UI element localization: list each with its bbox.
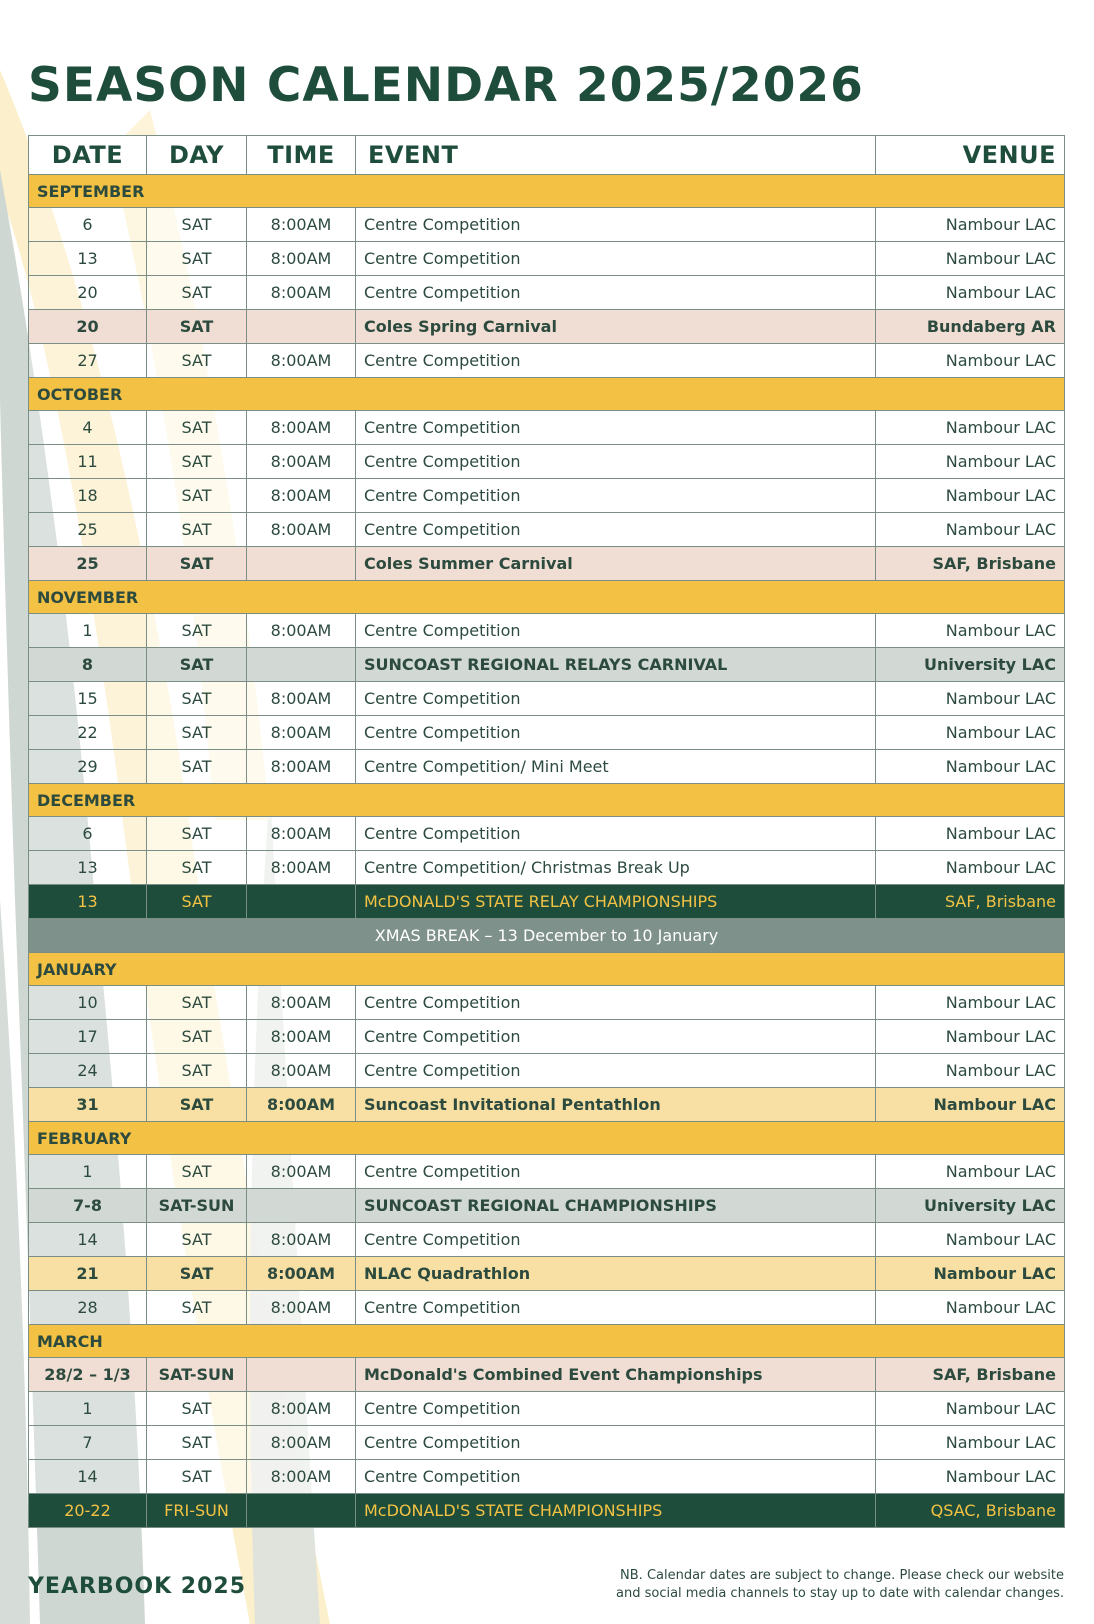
event-row [29, 344, 1065, 378]
day-cell: SAT [147, 986, 247, 1020]
event-row [29, 851, 1065, 885]
day-cell: SAT [147, 648, 247, 682]
event-cell: Centre Competition [356, 513, 876, 547]
month-header-row [29, 1325, 1065, 1358]
day-cell: SAT [147, 750, 247, 784]
day-cell: SAT [147, 547, 247, 581]
time-cell: 8:00AM [247, 817, 356, 851]
day-cell: SAT [147, 310, 247, 344]
time-cell: 8:00AM [247, 1020, 356, 1054]
time-cell [247, 885, 356, 919]
time-cell: 8:00AM [247, 716, 356, 750]
time-cell: 8:00AM [247, 1223, 356, 1257]
event-row [29, 1494, 1065, 1528]
day-cell: SAT [147, 1426, 247, 1460]
event-cell: SUNCOAST REGIONAL RELAYS CARNIVAL [356, 648, 876, 682]
date-column-header: DATE [29, 136, 147, 175]
venue-cell: SAF, Brisbane [876, 547, 1065, 581]
event-cell: Centre Competition [356, 445, 876, 479]
date-cell: 6 [29, 208, 147, 242]
event-row [29, 1155, 1065, 1189]
venue-cell: University LAC [876, 648, 1065, 682]
venue-cell: Nambour LAC [876, 1088, 1065, 1122]
venue-cell: Nambour LAC [876, 614, 1065, 648]
date-cell: 15 [29, 682, 147, 716]
month-label: OCTOBER [29, 378, 1065, 411]
date-cell: 28/2 – 1/3 [29, 1358, 147, 1392]
day-cell: SAT [147, 1392, 247, 1426]
day-cell: SAT [147, 1020, 247, 1054]
event-row [29, 682, 1065, 716]
event-row [29, 479, 1065, 513]
event-cell: Centre Competition [356, 986, 876, 1020]
yearbook-label: YEARBOOK 2025 [28, 1574, 247, 1599]
date-cell: 20 [29, 310, 147, 344]
day-cell: SAT [147, 1223, 247, 1257]
day-cell: SAT-SUN [147, 1358, 247, 1392]
xmas-break-row [29, 919, 1065, 953]
event-cell: Centre Competition [356, 242, 876, 276]
time-cell: 8:00AM [247, 445, 356, 479]
day-cell: SAT [147, 716, 247, 750]
date-cell: 29 [29, 750, 147, 784]
day-cell: SAT [147, 479, 247, 513]
event-cell: Centre Competition [356, 682, 876, 716]
event-row [29, 1392, 1065, 1426]
time-cell: 8:00AM [247, 682, 356, 716]
event-cell: Centre Competition [356, 1291, 876, 1325]
month-label: MARCH [29, 1325, 1065, 1358]
venue-cell: Nambour LAC [876, 479, 1065, 513]
venue-column-header: VENUE [876, 136, 1065, 175]
day-cell: SAT [147, 1155, 247, 1189]
venue-cell: Nambour LAC [876, 1257, 1065, 1291]
event-row [29, 1358, 1065, 1392]
venue-cell: Nambour LAC [876, 1392, 1065, 1426]
day-cell: SAT [147, 445, 247, 479]
disclaimer-line: and social media channels to stay up to date with calendar changes. [616, 1586, 1064, 1601]
event-row [29, 1291, 1065, 1325]
month-label: JANUARY [29, 953, 1065, 986]
date-cell: 1 [29, 1392, 147, 1426]
time-cell: 8:00AM [247, 1291, 356, 1325]
time-cell [247, 547, 356, 581]
calendar-body [29, 175, 1065, 1528]
time-cell: 8:00AM [247, 1392, 356, 1426]
time-column-header: TIME [247, 136, 356, 175]
venue-cell: Nambour LAC [876, 817, 1065, 851]
month-header-row [29, 175, 1065, 208]
venue-cell: Nambour LAC [876, 242, 1065, 276]
day-cell: SAT [147, 1088, 247, 1122]
event-row [29, 817, 1065, 851]
venue-cell: Nambour LAC [876, 716, 1065, 750]
venue-cell: Bundaberg AR [876, 310, 1065, 344]
event-row [29, 1460, 1065, 1494]
time-cell: 8:00AM [247, 411, 356, 445]
venue-cell: Nambour LAC [876, 344, 1065, 378]
event-row [29, 242, 1065, 276]
event-cell: McDonald's Combined Event Championships [356, 1358, 876, 1392]
event-row [29, 411, 1065, 445]
time-cell [247, 648, 356, 682]
event-cell: McDONALD'S STATE RELAY CHAMPIONSHIPS [356, 885, 876, 919]
event-row [29, 648, 1065, 682]
date-cell: 7 [29, 1426, 147, 1460]
month-label: NOVEMBER [29, 581, 1065, 614]
venue-cell: Nambour LAC [876, 1426, 1065, 1460]
day-cell: SAT [147, 885, 247, 919]
time-cell: 8:00AM [247, 1460, 356, 1494]
event-cell: Centre Competition [356, 1392, 876, 1426]
event-cell: Coles Summer Carnival [356, 547, 876, 581]
venue-cell: Nambour LAC [876, 1460, 1065, 1494]
venue-cell: Nambour LAC [876, 1291, 1065, 1325]
time-cell: 8:00AM [247, 242, 356, 276]
event-cell: Centre Competition [356, 1155, 876, 1189]
date-cell: 11 [29, 445, 147, 479]
event-cell: Centre Competition [356, 411, 876, 445]
day-cell: SAT [147, 513, 247, 547]
time-cell [247, 1494, 356, 1528]
date-cell: 13 [29, 885, 147, 919]
event-cell: Coles Spring Carnival [356, 310, 876, 344]
venue-cell: Nambour LAC [876, 750, 1065, 784]
venue-cell: University LAC [876, 1189, 1065, 1223]
venue-cell: Nambour LAC [876, 445, 1065, 479]
day-cell: SAT [147, 614, 247, 648]
day-cell: SAT [147, 1257, 247, 1291]
venue-cell: Nambour LAC [876, 986, 1065, 1020]
event-cell: Centre Competition [356, 276, 876, 310]
date-cell: 25 [29, 547, 147, 581]
event-row [29, 276, 1065, 310]
event-row [29, 1257, 1065, 1291]
venue-cell: Nambour LAC [876, 851, 1065, 885]
date-cell: 7-8 [29, 1189, 147, 1223]
month-header-row [29, 1122, 1065, 1155]
month-header-row [29, 953, 1065, 986]
venue-cell: Nambour LAC [876, 208, 1065, 242]
day-cell: SAT [147, 817, 247, 851]
venue-cell: SAF, Brisbane [876, 885, 1065, 919]
event-column-header: EVENT [356, 136, 876, 175]
month-header-row [29, 378, 1065, 411]
time-cell: 8:00AM [247, 208, 356, 242]
date-cell: 10 [29, 986, 147, 1020]
event-cell: Centre Competition/ Christmas Break Up [356, 851, 876, 885]
time-cell: 8:00AM [247, 986, 356, 1020]
date-cell: 31 [29, 1088, 147, 1122]
day-cell: SAT [147, 1054, 247, 1088]
time-cell: 8:00AM [247, 750, 356, 784]
event-cell: NLAC Quadrathlon [356, 1257, 876, 1291]
event-cell: Centre Competition [356, 614, 876, 648]
event-row [29, 1223, 1065, 1257]
event-cell: Centre Competition [356, 716, 876, 750]
date-cell: 18 [29, 479, 147, 513]
month-header-row [29, 784, 1065, 817]
time-cell: 8:00AM [247, 1426, 356, 1460]
date-cell: 6 [29, 817, 147, 851]
date-cell: 14 [29, 1223, 147, 1257]
event-row [29, 1054, 1065, 1088]
event-row [29, 1088, 1065, 1122]
day-column-header: DAY [147, 136, 247, 175]
date-cell: 21 [29, 1257, 147, 1291]
day-cell: SAT [147, 1291, 247, 1325]
event-row [29, 310, 1065, 344]
disclaimer-note [584, 1567, 1064, 1603]
time-cell: 8:00AM [247, 344, 356, 378]
event-cell: Centre Competition [356, 208, 876, 242]
event-cell: Centre Competition [356, 1223, 876, 1257]
event-row [29, 716, 1065, 750]
event-cell: Centre Competition/ Mini Meet [356, 750, 876, 784]
month-label: FEBRUARY [29, 1122, 1065, 1155]
day-cell: SAT [147, 682, 247, 716]
month-label: DECEMBER [29, 784, 1065, 817]
event-row [29, 1189, 1065, 1223]
date-cell: 8 [29, 648, 147, 682]
time-cell: 8:00AM [247, 1257, 356, 1291]
event-cell: Centre Competition [356, 479, 876, 513]
event-cell: Suncoast Invitational Pentathlon [356, 1088, 876, 1122]
venue-cell: Nambour LAC [876, 513, 1065, 547]
day-cell: SAT [147, 411, 247, 445]
date-cell: 22 [29, 716, 147, 750]
venue-cell: Nambour LAC [876, 1155, 1065, 1189]
event-row [29, 885, 1065, 919]
date-cell: 27 [29, 344, 147, 378]
time-cell: 8:00AM [247, 614, 356, 648]
time-cell: 8:00AM [247, 851, 356, 885]
day-cell: SAT [147, 276, 247, 310]
event-cell: Centre Competition [356, 1054, 876, 1088]
event-cell: SUNCOAST REGIONAL CHAMPIONSHIPS [356, 1189, 876, 1223]
venue-cell: Nambour LAC [876, 411, 1065, 445]
venue-cell: SAF, Brisbane [876, 1358, 1065, 1392]
season-calendar-table [28, 135, 1065, 1528]
event-row [29, 1020, 1065, 1054]
venue-cell: Nambour LAC [876, 276, 1065, 310]
month-label: SEPTEMBER [29, 175, 1065, 208]
time-cell: 8:00AM [247, 1088, 356, 1122]
venue-cell: Nambour LAC [876, 1020, 1065, 1054]
event-row [29, 614, 1065, 648]
event-row [29, 750, 1065, 784]
day-cell: FRI-SUN [147, 1494, 247, 1528]
time-cell [247, 1189, 356, 1223]
date-cell: 24 [29, 1054, 147, 1088]
page-title: SEASON CALENDAR 2025/2026 [28, 58, 864, 113]
day-cell: SAT [147, 1460, 247, 1494]
event-row [29, 513, 1065, 547]
day-cell: SAT [147, 851, 247, 885]
time-cell [247, 310, 356, 344]
date-cell: 20-22 [29, 1494, 147, 1528]
event-cell: Centre Competition [356, 817, 876, 851]
date-cell: 20 [29, 276, 147, 310]
event-row [29, 1426, 1065, 1460]
date-cell: 28 [29, 1291, 147, 1325]
disclaimer-line: NB. Calendar dates are subject to change. Please check our website [620, 1568, 1064, 1583]
event-cell: Centre Competition [356, 1020, 876, 1054]
venue-cell: QSAC, Brisbane [876, 1494, 1065, 1528]
date-cell: 13 [29, 242, 147, 276]
time-cell: 8:00AM [247, 1155, 356, 1189]
time-cell [247, 1358, 356, 1392]
time-cell: 8:00AM [247, 276, 356, 310]
date-cell: 4 [29, 411, 147, 445]
date-cell: 1 [29, 614, 147, 648]
event-cell: Centre Competition [356, 344, 876, 378]
venue-cell: Nambour LAC [876, 1223, 1065, 1257]
venue-cell: Nambour LAC [876, 682, 1065, 716]
event-cell: Centre Competition [356, 1426, 876, 1460]
month-header-row [29, 581, 1065, 614]
event-cell: Centre Competition [356, 1460, 876, 1494]
event-cell: McDONALD'S STATE CHAMPIONSHIPS [356, 1494, 876, 1528]
time-cell: 8:00AM [247, 1054, 356, 1088]
event-row [29, 445, 1065, 479]
table-header-row [29, 136, 1065, 175]
time-cell: 8:00AM [247, 513, 356, 547]
day-cell: SAT [147, 344, 247, 378]
day-cell: SAT-SUN [147, 1189, 247, 1223]
date-cell: 25 [29, 513, 147, 547]
event-row [29, 208, 1065, 242]
break-label: XMAS BREAK – 13 December to 10 January [29, 919, 1065, 953]
date-cell: 17 [29, 1020, 147, 1054]
venue-cell: Nambour LAC [876, 1054, 1065, 1088]
event-row [29, 547, 1065, 581]
day-cell: SAT [147, 208, 247, 242]
date-cell: 1 [29, 1155, 147, 1189]
date-cell: 14 [29, 1460, 147, 1494]
time-cell: 8:00AM [247, 479, 356, 513]
date-cell: 13 [29, 851, 147, 885]
event-row [29, 986, 1065, 1020]
day-cell: SAT [147, 242, 247, 276]
